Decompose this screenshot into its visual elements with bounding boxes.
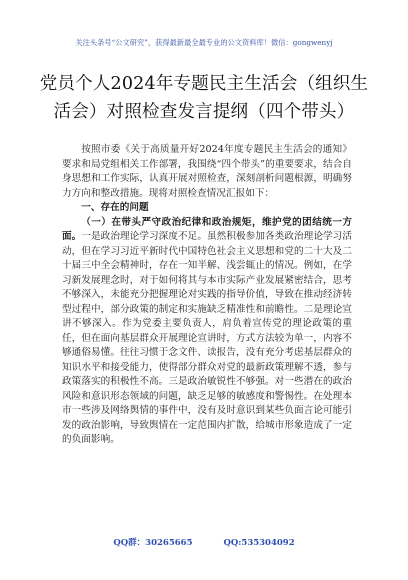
document-body <box>62 143 352 448</box>
subsection-body: 一是政治理论学习深度不足。虽然积极参加各类政治理论学习活动，但在学习习近平新时代中国特色社会主义思想和党的二十大及二十届三中全会精神时，存在一知半解、浅尝辄止的情况。例如，在学习新发展理念时，对于如何将其与本市实际产业发展紧密结合，思考不够深入，未能充分把握理论对实践的指导价值，导致在推动经济转型过程中，部分政策的制定和实施缺乏精准性和前瞻性。二是理论宣讲不够深入。作为党委主要负责人，肩负着宣传党的理论政策的重任，但在面向基层群众开展理论宣讲时，方式方法较为单一，内容不够通俗易懂。往往习惯于念文件、读报告，没有充分考虑基层群众的知识水平和接受能力，使得部分群众对党的最新政策理解不透，参与政策落实的积极性不高。三是政治敏锐性不够强。对一些潜在的政治风险和意识形态领域的问题，缺乏足够的敏感度和警惕性。在处理本市一些涉及网络舆情的事件中，没有及时意识到某些负面言论可能引发的政治影响，导致舆情在一定范围内扩散，给城市形象造成了一定的负面影响。 <box>62 231 352 445</box>
page-footer <box>0 536 408 548</box>
footer-qq: QQ:535304092 <box>223 538 295 548</box>
footer-qq-group: QQ群：30265665 <box>113 538 193 548</box>
subsection-paragraph <box>62 216 352 448</box>
page-header-banner: 关注头条号“公文研究”，获得最新最全最专业的公文资料库！微信：gongwenyj <box>75 38 333 47</box>
intro-paragraph: 按照市委《关于高质量开好2024年度专题民主生活会的通知》要求和局党组相关工作部署，我围绕“四个带头”的重要要求，结合自身思想和工作实际，认真开展对照检查，深刻剖析问题根源，明确努力方向和整改措施。现将对照检查情况汇报如下： <box>62 144 352 199</box>
document-title-line-1: 党员个人2024年专题民主生活会（组织生 <box>39 74 369 94</box>
section-heading-problems: 一、存在的问题 <box>81 202 149 213</box>
document-title-line-2: 活会）对照检查发言提纲（四个带头） <box>53 102 355 122</box>
subsection-heading: （一）在带头严守政治纪律和政治规矩，维护党的团结统一方面。 <box>62 216 352 242</box>
